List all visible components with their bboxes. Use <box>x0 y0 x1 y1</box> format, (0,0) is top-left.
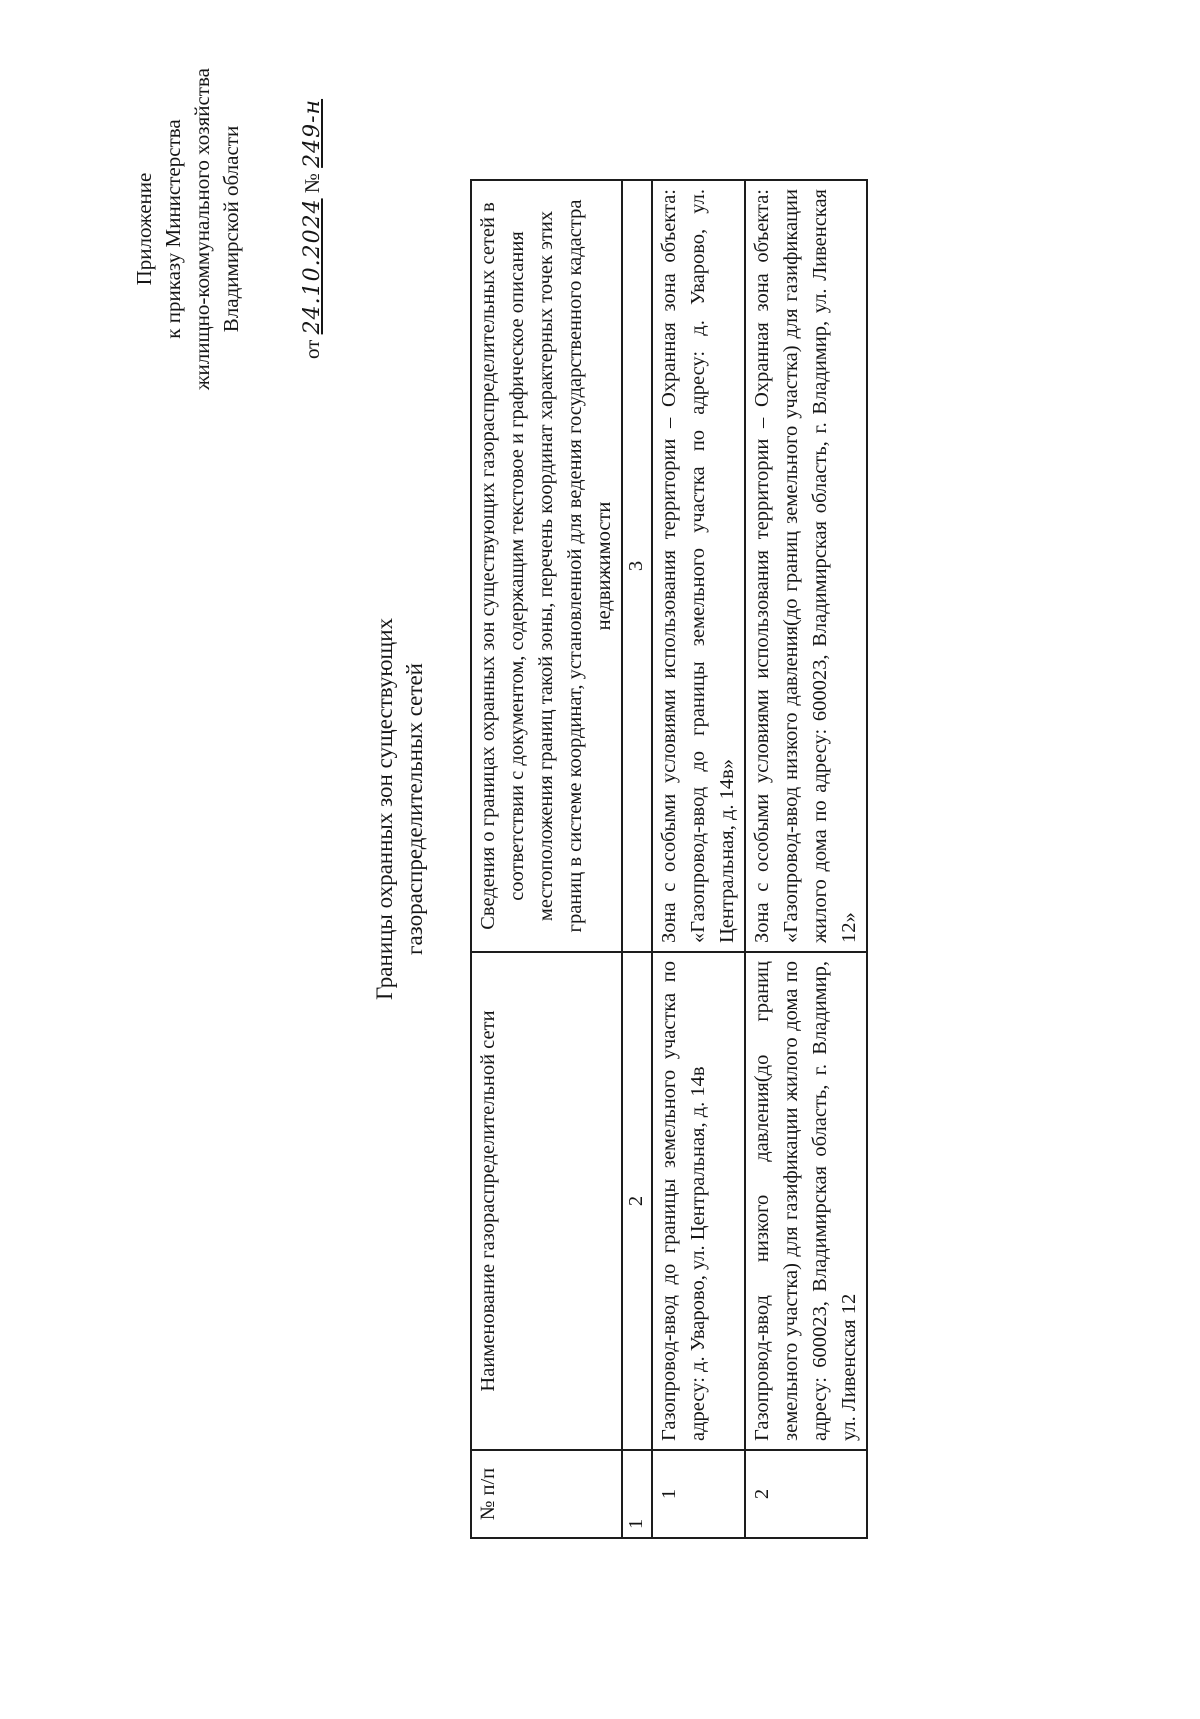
title-line-2: газораспределительных сетей <box>402 663 427 955</box>
order-date: 24.10.2024 <box>300 198 325 335</box>
zones-table <box>470 179 868 1539</box>
appendix-header <box>130 29 246 429</box>
column-number-2: 2 <box>622 952 652 1450</box>
column-number-1: 1 <box>622 1450 652 1538</box>
header-number: № п/п <box>471 1450 622 1538</box>
table-header-row <box>471 180 622 1538</box>
title-line-1: Границы охранных зон существующих <box>372 617 397 1001</box>
row-number: 2 <box>745 1450 867 1538</box>
row-zone-info: Зона с особыми условиями использования территории – Охранная зона объекта: «Газопровод-ввод до границы земельного участка по адресу: д. Уварово, ул. Центральная, д. 14в» <box>652 180 745 952</box>
order-reference: к приказу Министерства <box>161 119 185 339</box>
order-date-number <box>300 29 325 429</box>
appendix-label: Приложение <box>132 172 156 286</box>
row-network-name: Газопровод-ввод до границы земельного участка по адресу: д. Уварово, ул. Центральная, д. 14в <box>652 952 745 1450</box>
region-name: Владимирской области <box>219 125 243 333</box>
row-zone-info: Зона с особыми условиями использования территории – Охранная зона объекта: «Газопровод-ввод низкого давления(до границ земельного участка) для газификации жилого дома по адресу: 600023, Владимирская область, г. Владимир, ул. Ливенская 12» <box>745 180 867 952</box>
table-row <box>652 180 745 1538</box>
column-number-3: 3 <box>622 180 652 952</box>
order-number: 249-н <box>300 98 325 168</box>
column-number-row <box>622 180 652 1538</box>
order-number-sign: № <box>300 173 324 194</box>
order-prefix: от <box>300 339 324 360</box>
header-network-name: Наименование газораспределительной сети <box>471 952 622 1450</box>
document-title <box>370 459 430 1159</box>
table-row <box>745 180 867 1538</box>
row-network-name: Газопровод-ввод низкого давления(до границ земельного участка) для газификации жилого дома по адресу: 600023, Владимирская область, г. Владимир, ул. Ливенская 12 <box>745 952 867 1450</box>
header-zone-info: Сведения о границах охранных зон существующих газораспределительных сетей в соответствии с документом, содержащим текстовое и графическое описания местоположения границ такой зоны, перечень координат характерных точек этих границ в системе координат, установленной для ведения государственного кадастра недвижимости <box>471 180 622 952</box>
ministry-name: жилищно-коммунального хозяйства <box>190 68 214 390</box>
row-number: 1 <box>652 1450 745 1538</box>
